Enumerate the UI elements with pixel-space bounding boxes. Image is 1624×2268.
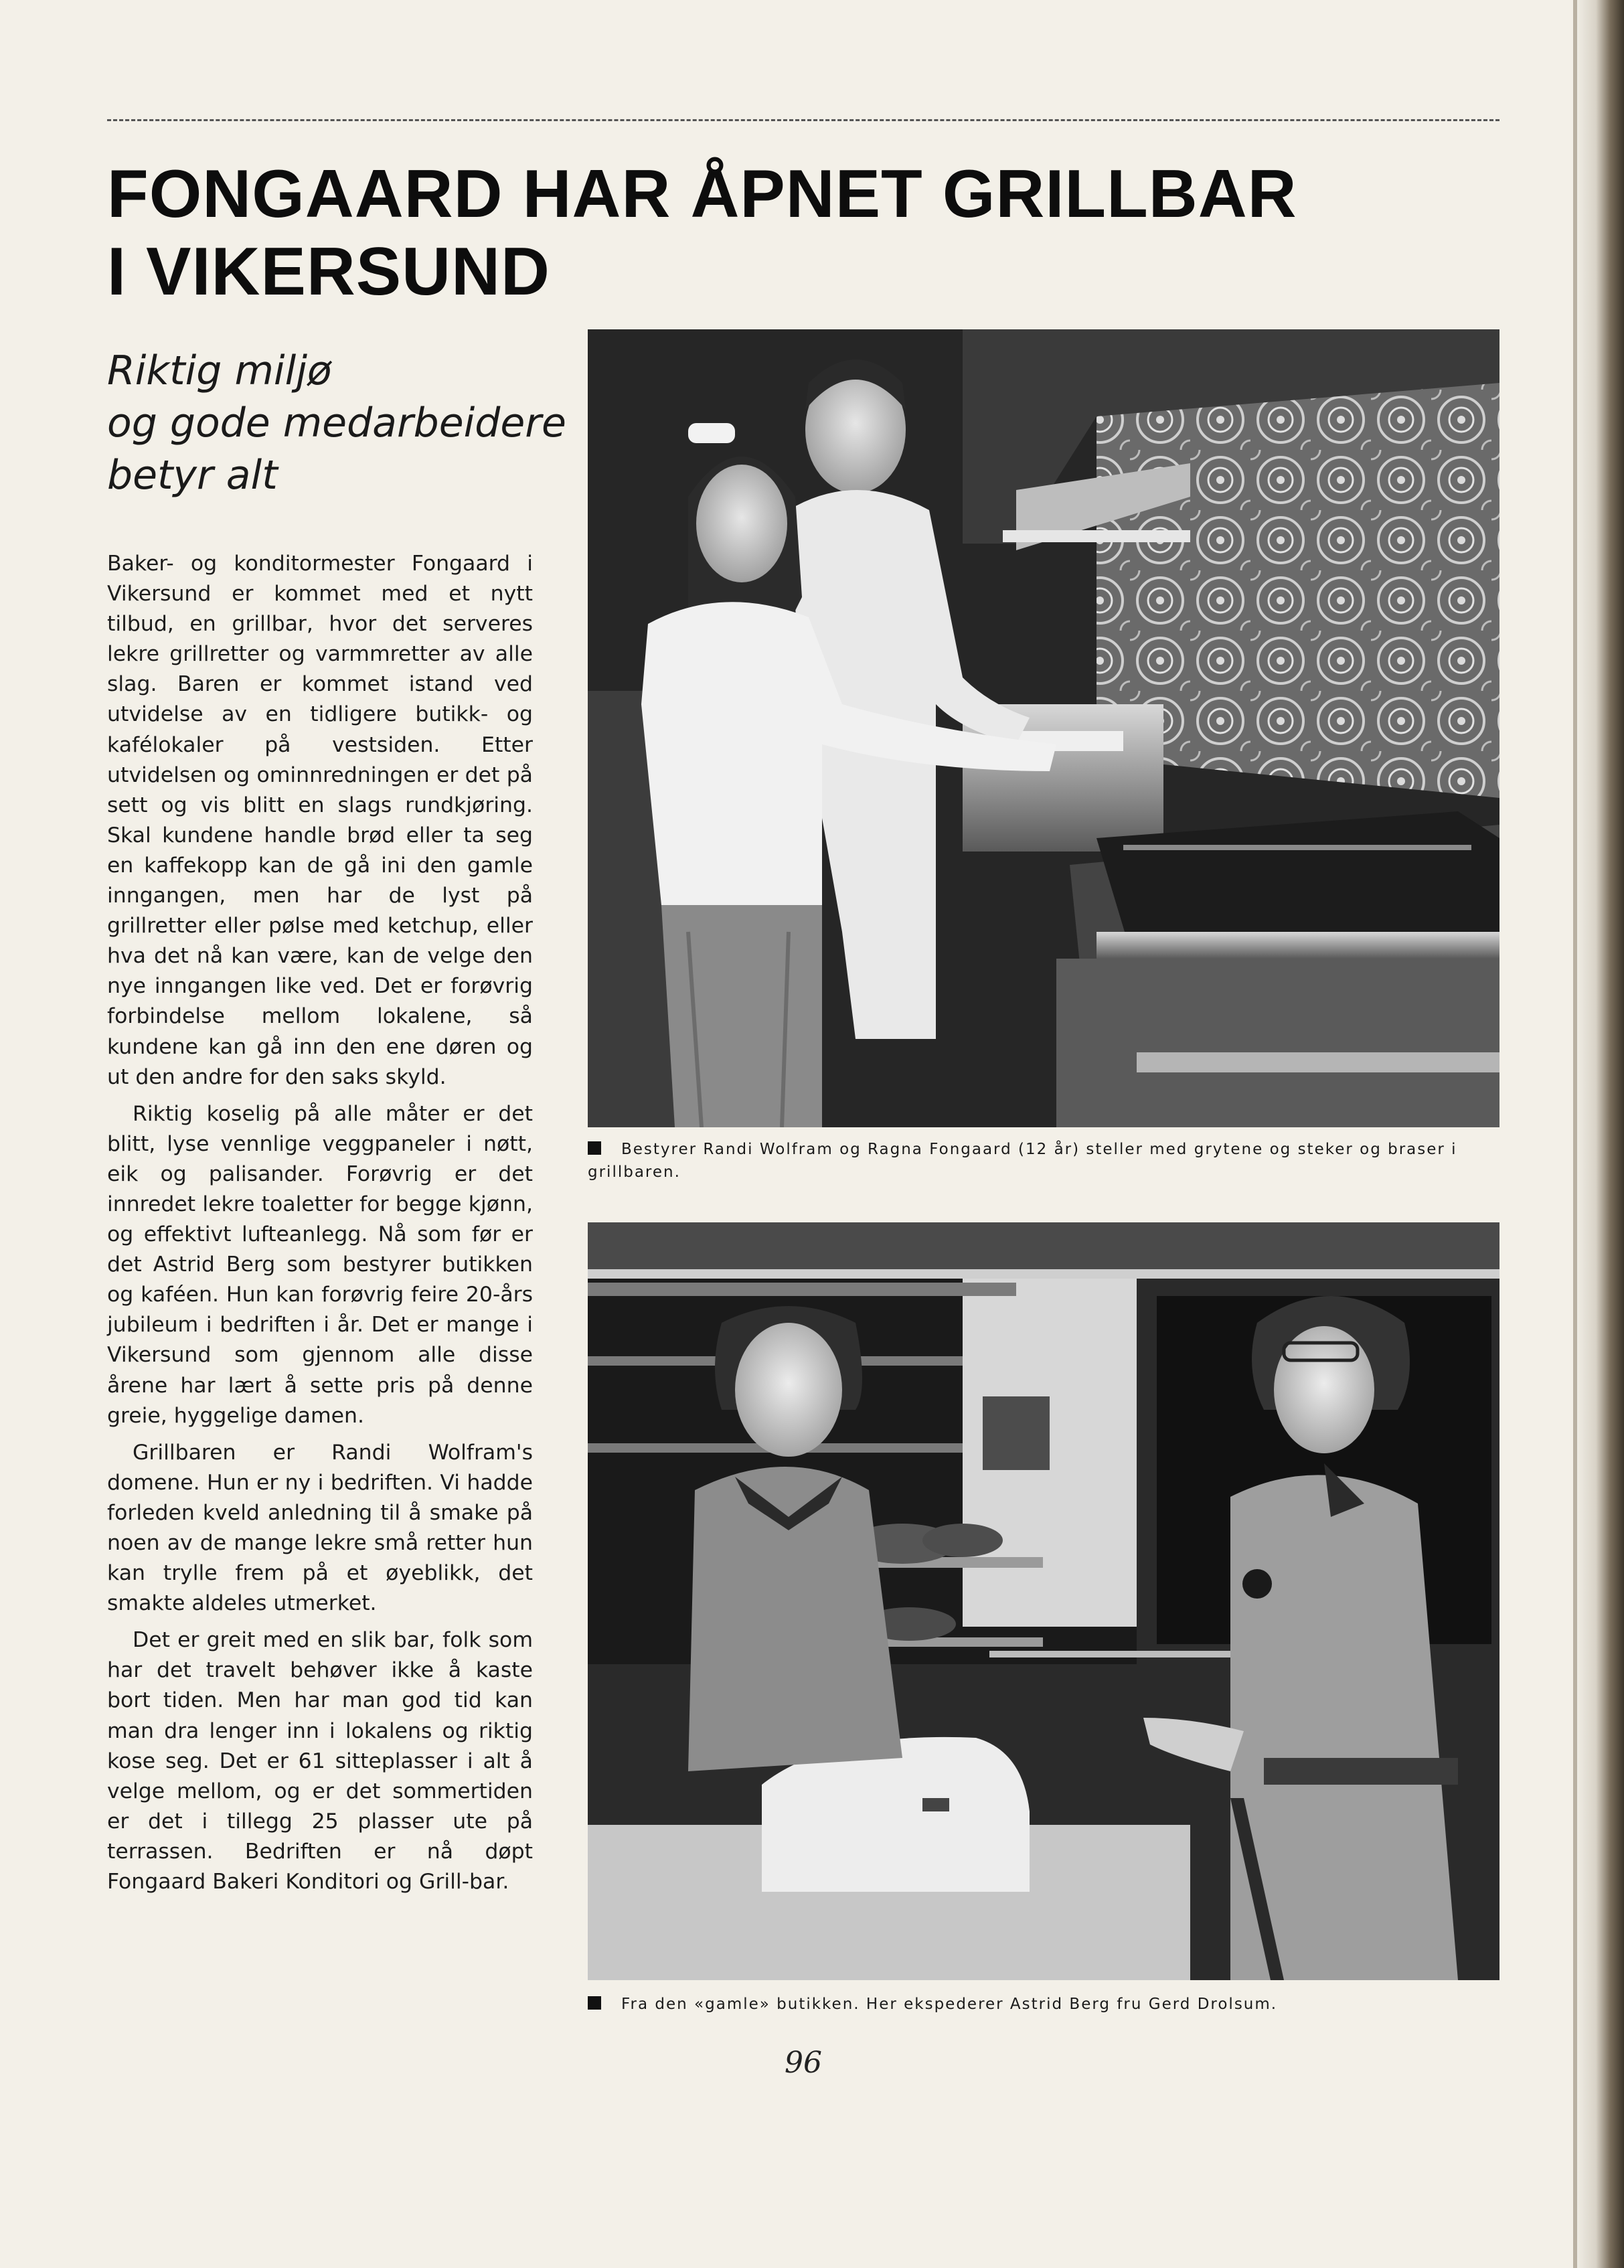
article-subhead	[107, 345, 576, 501]
subhead-line-2: og gode medarbeidere	[107, 400, 566, 447]
subhead-line-3: betyr alt	[107, 452, 278, 499]
grillbar-photo	[588, 329, 1499, 1127]
grillbar-photo-caption	[588, 1138, 1499, 1184]
bakery-shop-photo	[588, 1222, 1499, 1980]
article-headline	[107, 155, 1513, 311]
headline-line-2: I VIKERSUND	[107, 234, 550, 309]
subhead-line-1: Riktig miljø	[107, 347, 332, 394]
caption-bullet	[588, 1141, 601, 1155]
body-paragraph-4: Det er greit med en slik bar, folk som har det travelt behøver ikke å kaste bort tiden. Men har man god tid kan man dra lenger inn i lokalens og riktig kose seg. Det er 61 sitteplasser i alt å velge mellom, og er det sommertiden er det i tillegg 25 plasser ute på terrassen. Bedriften er nå døpt Fongaard Bakeri Konditori og Grill-bar.	[107, 1628, 533, 1894]
bakery-photo-caption	[588, 1993, 1499, 2016]
page-edge	[1573, 0, 1577, 2268]
caption-bullet	[588, 1996, 601, 2010]
page-number: 96	[785, 2046, 822, 2080]
book-spine-shadow	[1577, 0, 1624, 2268]
headline-line-1: FONGAARD HAR ÅPNET GRILLBAR	[107, 157, 1297, 232]
body-paragraph-3: Grillbaren er Randi Wolfram's domene. Hun er ny i bedriften. Vi hadde forleden kveld anledning til å smake på noen av de mange lekre små retter hun kan trylle frem på et øyeblikk, det smakte aldeles utmerket.	[107, 1440, 533, 1616]
caption-text: Bestyrer Randi Wolfram og Ragna Fongaard (12 år) steller med grytene og steker og braser i grillbaren.	[588, 1141, 1457, 1181]
top-rule	[107, 119, 1499, 121]
caption-text: Fra den «gamle» butikken. Her ekspederer Astrid Berg fru Gerd Drolsum.	[621, 1996, 1278, 2013]
body-paragraph-2: Riktig koselig på alle måter er det blitt, lyse vennlige veggpaneler i nøtt, eik og palisander. Forøvrig er det innredet lekre toaletter for begge kjønn, og effektivt lufteanlegg. Nå som før er det Astrid Berg som bestyrer butikken og kaféen. Hun kan forøvrig feire 20-års jubileum i bedriften i år. Det er mange i Vikersund som gjennom alle disse årene har lært å sette pris på denne greie, hyggelige damen.	[107, 1101, 533, 1428]
article-body	[107, 549, 533, 1904]
body-paragraph-1: Baker- og konditormester Fongaard i Vikersund er kommet med et nytt tilbud, en grillbar, hvor det serveres lekre grillretter og varmmretter av alle slag. Baren er kommet istand ved utvidelse av en tidligere butikk- og kafélokaler på vestsiden. Etter utvidelsen og ominnredningen er det på sett og vis blitt en slags rundkjøring. Skal kundene handle brød eller ta seg en kaffekopp kan de gå ini den gamle inngangen, men har de lyst på grillretter eller pølse med ketchup, eller hva det nå kan være, kan de velge den nye inngangen like ved. Det er forøvrig forbindelse mellom lokalene, så kundene kan gå inn den ene døren og ut den andre for den saks skyld.	[107, 552, 533, 1089]
